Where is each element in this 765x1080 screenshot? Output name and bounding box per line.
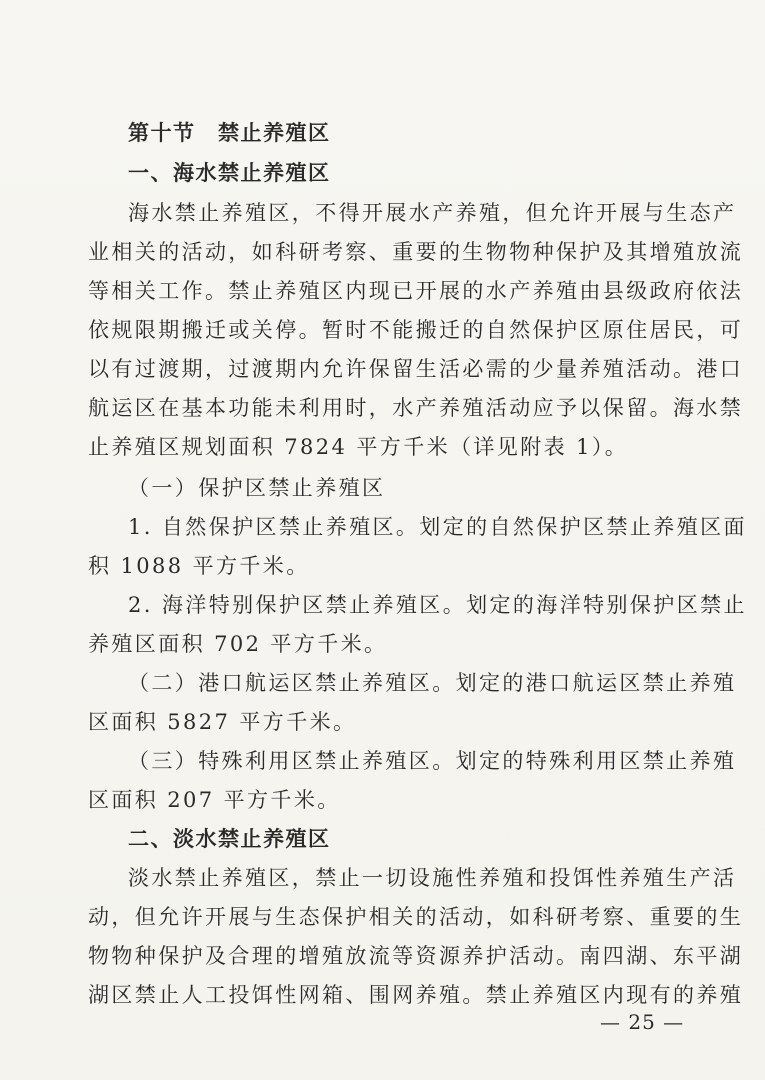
paragraph-line: 物物种保护及合理的增殖放流等资源养护活动。南四湖、东平湖 xyxy=(88,944,744,968)
part2-heading: 二、淡水禁止养殖区 xyxy=(128,827,331,851)
sub2-line: （二）港口航运区禁止养殖区。划定的港口航运区禁止养殖 xyxy=(128,671,737,695)
paragraph-line: 业相关的活动，如科研考察、重要的生物物种保护及其增殖放流 xyxy=(88,240,744,264)
paragraph-line: 等相关工作。禁止养殖区内现已开展的水产养殖由县级政府依法 xyxy=(88,279,744,303)
sub2-line: 区面积 5827 平方千米。 xyxy=(88,710,357,734)
section-title: 第十节 禁止养殖区 xyxy=(128,121,331,145)
item2-line: 养殖区面积 702 平方千米。 xyxy=(88,632,388,656)
paragraph-line: 航运区在基本功能未利用时，水产养殖活动应予以保留。海水禁 xyxy=(88,396,744,420)
sub1-heading: （一）保护区禁止养殖区 xyxy=(128,476,386,500)
paragraph-line: 动，但允许开展与生态保护相关的活动，如科研考察、重要的生 xyxy=(88,905,744,929)
paragraph-line: 以有过渡期，过渡期内允许保留生活必需的少量养殖活动。港口 xyxy=(88,357,744,381)
paragraph-line: 止养殖区规划面积 7824 平方千米（详见附表 1）。 xyxy=(88,435,629,459)
paragraph-line: 依规限期搬迁或关停。暂时不能搬迁的自然保护区原住居民，可 xyxy=(88,318,744,342)
paragraph-line: 海水禁止养殖区，不得开展水产养殖，但允许开展与生态产 xyxy=(128,201,737,225)
item1-line: 1. 自然保护区禁止养殖区。划定的自然保护区禁止养殖区面 xyxy=(128,515,747,539)
part1-heading: 一、海水禁止养殖区 xyxy=(128,161,331,185)
paragraph-line: 淡水禁止养殖区，禁止一切设施性养殖和投饵性养殖生产活 xyxy=(128,866,737,890)
sub3-line: 区面积 207 平方千米。 xyxy=(88,788,341,812)
item1-line: 积 1088 平方千米。 xyxy=(88,554,310,578)
page-number: — 25 — xyxy=(600,1010,685,1034)
sub3-line: （三）特殊利用区禁止养殖区。划定的特殊利用区禁止养殖 xyxy=(128,749,737,773)
paragraph-line: 湖区禁止人工投饵性网箱、围网养殖。禁止养殖区内现有的养殖 xyxy=(88,983,744,1007)
item2-line: 2. 海洋特别保护区禁止养殖区。划定的海洋特别保护区禁止 xyxy=(128,593,747,617)
